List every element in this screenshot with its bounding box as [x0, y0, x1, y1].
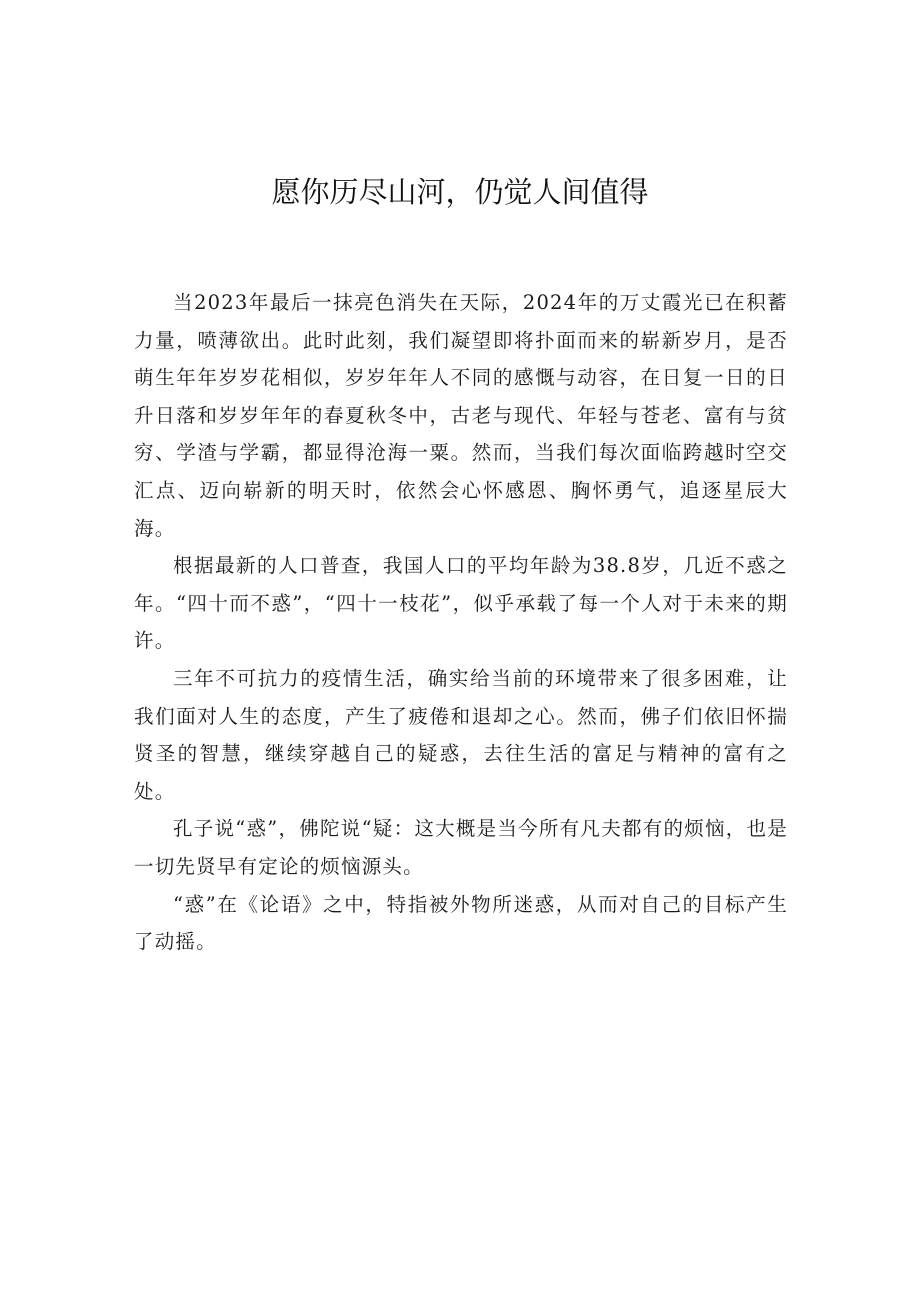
paragraph-1: 当2023年最后一抹亮色消失在天际，2024年的万丈霞光已在积蓄力量，喷薄欲出。此时此刻，我们凝望即将扑面而来的崭新岁月，是否萌生年年岁岁花相似，岁岁年年人不同的感慨与动容，在日复一日的日升日落和岁岁年年的春夏秋冬中，古老与现代、年轻与苍老、富有与贫穷、学渣与学霸，都显得沧海一粟。然而，当我们每次面临跨越时空交汇点、迈向崭新的明天时，依然会心怀感恩、胸怀勇气，追逐星辰大海。	[134, 291, 788, 540]
page-title: 愿你历尽山河，仍觉人间值得	[271, 175, 649, 209]
paragraph-5: “惑”在《论语》之中，特指被外物所迷惑，从而对自己的目标产生了动摇。	[134, 892, 788, 954]
paragraph-2: 根据最新的人口普查，我国人口的平均年龄为38.8岁，几近不惑之年。“四十而不惑”，“四十一枝花”，似乎承载了每一个人对于未来的期许。	[134, 554, 788, 653]
article-body	[134, 284, 788, 961]
paragraph-3: 三年不可抗力的疫情生活，确实给当前的环境带来了很多困难，让我们面对人生的态度，产生了疲倦和退却之心。然而，佛子们依旧怀揣贤圣的智慧，继续穿越自己的疑惑，去往生活的富足与精神的富有之处。	[134, 666, 788, 803]
paragraph-4: 孔子说“惑”，佛陀说“疑：这大概是当今所有凡夫都有的烦恼，也是一切先贤早有定论的烦恼源头。	[134, 817, 788, 878]
